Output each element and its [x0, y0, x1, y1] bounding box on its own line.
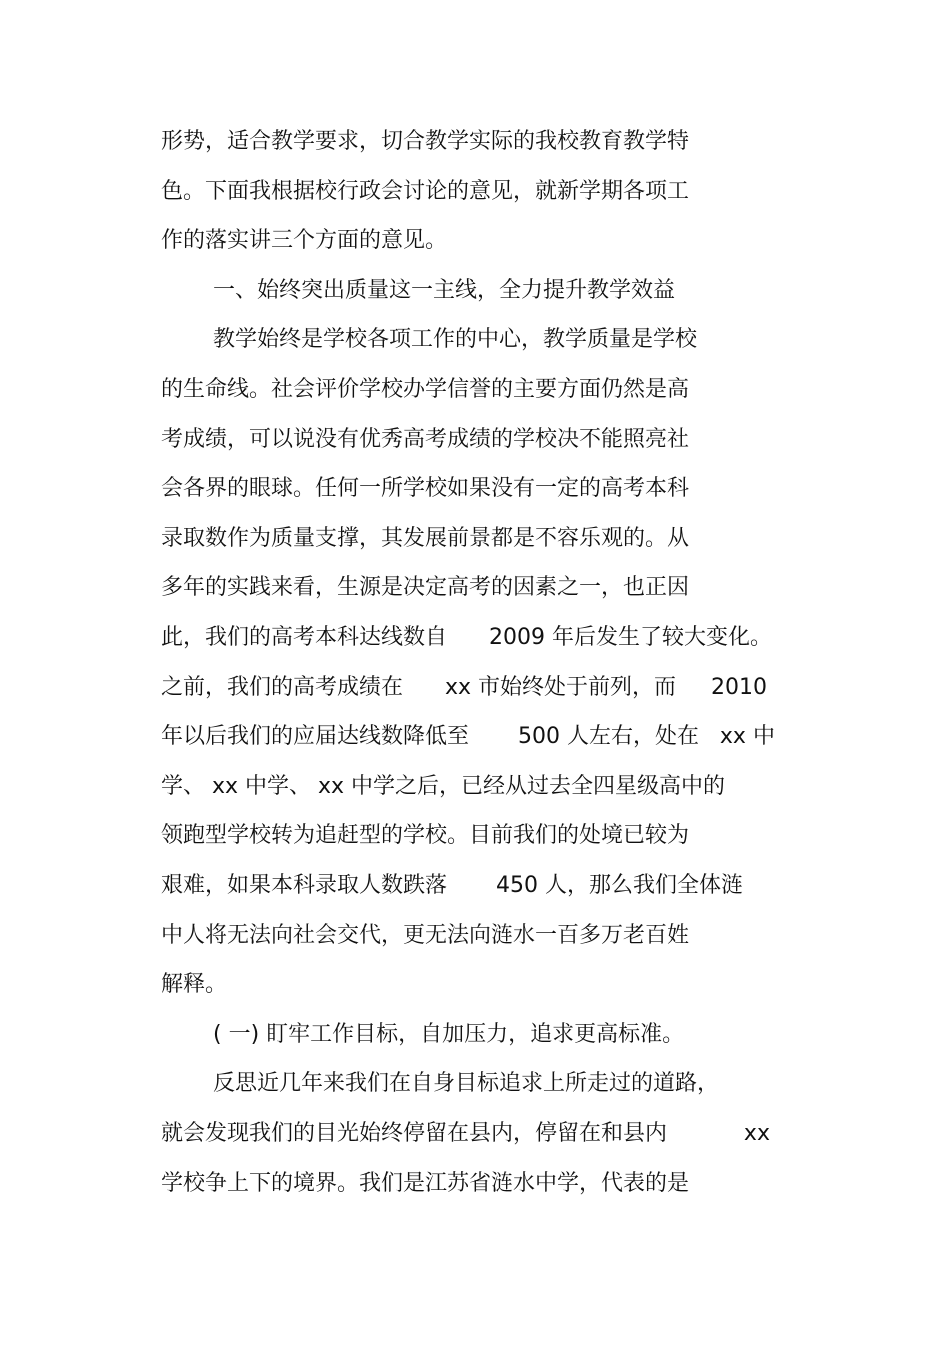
text-line: 考成绩，可以说没有优秀高考成绩的学校决不能照亮社: [161, 427, 690, 452]
text-line: 录取数作为质量支撑，其发展前景都是不容乐观的。从: [161, 526, 690, 551]
text-line: 之前，我们的高考成绩在 xx 市始终处于前列，而 2010: [161, 675, 767, 700]
paragraph-first-line: 反思近几年来我们在自身目标追求上所走过的道路，: [213, 1071, 720, 1096]
section-heading: 一、始终突出质量这一主线，全力提升教学效益: [213, 278, 676, 303]
text-line: 多年的实践来看，生源是决定高考的因素之一，也正因: [161, 575, 690, 600]
text-line: 领跑型学校转为追赶型的学校。目前我们的处境已较为: [161, 823, 690, 848]
text-line: 解释。: [161, 972, 228, 997]
text-line: 此，我们的高考本科达线数自 2009 年后发生了较大变化。: [161, 625, 772, 650]
text-line: 学校争上下的境界。我们是江苏省涟水中学，代表的是: [161, 1171, 690, 1196]
text-line: 作的落实讲三个方面的意见。: [161, 228, 448, 253]
text-line: 就会发现我们的目光始终停留在县内，停留在和县内 xx: [161, 1121, 770, 1146]
text-line: 艰难，如果本科录取人数跌落 450 人，那么我们全体涟: [161, 873, 743, 898]
text-line: 色。下面我根据校行政会讨论的意见，就新学期各项工: [161, 179, 690, 204]
text-line: 学、 xx 中学、 xx 中学之后，已经从过去全四星级高中的: [161, 774, 726, 799]
text-line: 年以后我们的应届达线数降低至 500 人左右，处在 xx 中: [161, 724, 775, 749]
text-line: 会各界的眼球。任何一所学校如果没有一定的高考本科: [161, 476, 690, 501]
text-line: 中人将无法向社会交代，更无法向涟水一百多万老百姓: [161, 923, 690, 948]
subsection-heading: ( 一) 盯牢工作目标，自加压力，追求更高标准。: [213, 1022, 685, 1047]
text-line: 的生命线。社会评价学校办学信誉的主要方面仍然是高: [161, 377, 690, 402]
paragraph-first-line: 教学始终是学校各项工作的中心，教学质量是学校: [213, 327, 698, 352]
text-line: 形势，适合教学要求，切合教学实际的我校教育教学特: [161, 129, 690, 154]
